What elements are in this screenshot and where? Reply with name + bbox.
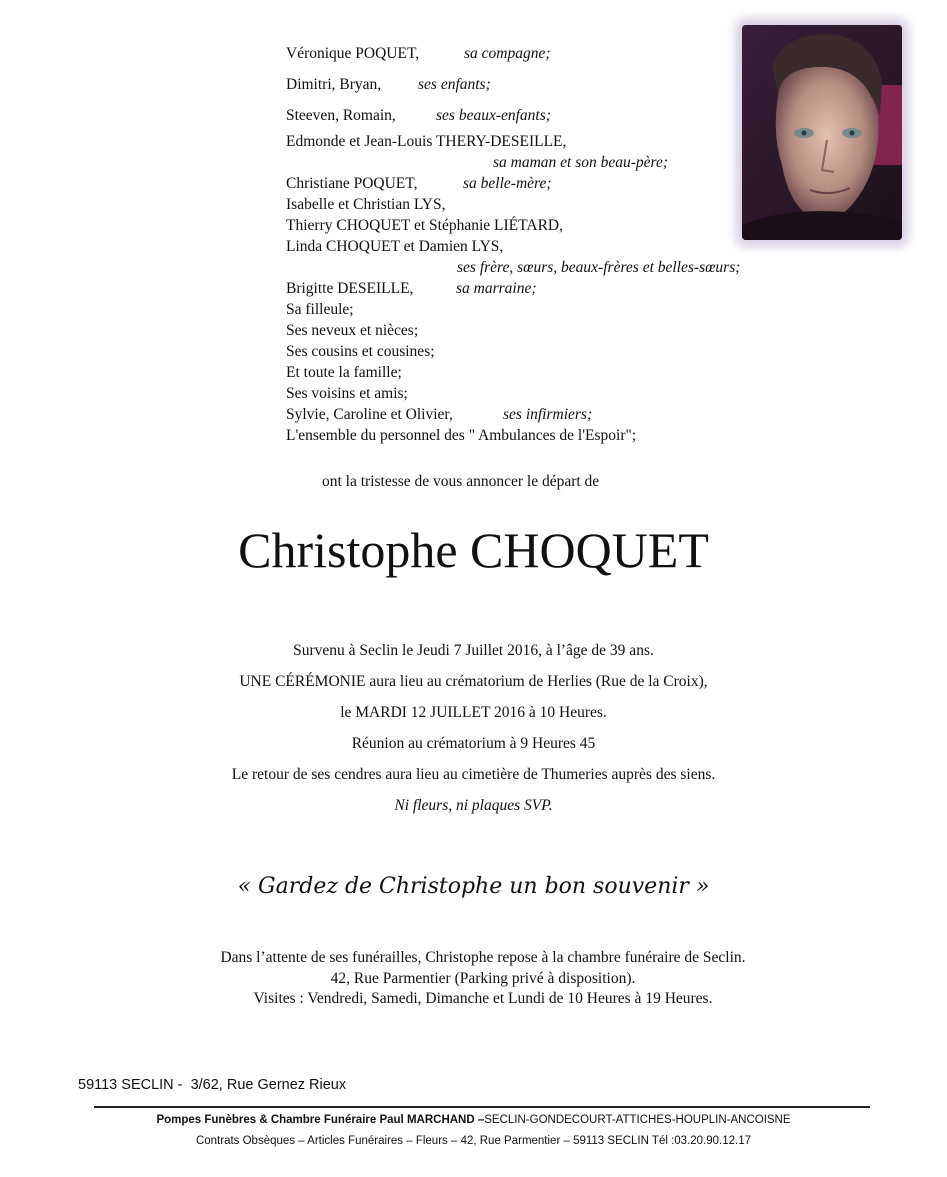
meeting-info: Réunion au crématorium à 9 Heures 45 [351, 735, 596, 752]
visitation-line: Dans l’attente de ses funérailles, Christophe repose à la chambre funéraire de Seclin. [220, 949, 746, 966]
visitation-line: Visites : Vendredi, Samedi, Dimanche et Lundi de 10 Heures à 19 Heures. [253, 990, 713, 1007]
family-relation: ses frère, sœurs, beaux-frères et belles-sœurs; [457, 259, 741, 276]
family-line [286, 383, 806, 404]
family-name: Sylvie, Caroline et Olivier, [286, 406, 453, 423]
family-line [286, 320, 806, 341]
deceased-name: Christophe CHOQUET [238, 522, 709, 578]
family-line [286, 194, 806, 215]
family-name: Ses voisins et amis; [286, 385, 408, 402]
visitation-info [0, 948, 947, 1010]
family-name: Sa filleule; [286, 301, 354, 318]
family-name: L'ensemble du personnel des " Ambulances de l'Espoir"; [286, 427, 637, 444]
ceremony-details [0, 635, 947, 821]
family-name: Edmonde et Jean-Louis THERY-DESEILLE, [286, 133, 567, 150]
family-line [286, 215, 806, 236]
memorial-quote: « Gardez de Christophe un bon souvenir » [237, 874, 710, 899]
company-name: Pompes Funèbres & Chambre Funéraire Paul MARCHAND – [156, 1114, 485, 1126]
portrait-image [742, 25, 902, 240]
footer-services: Contrats Obsèques – Articles Funéraires – Fleurs – 42, Rue Parmentier – 59113 SECLIN Tél :03.20.90.12.17 [195, 1135, 752, 1147]
family-relation: sa maman et son beau-père; [493, 154, 669, 171]
footer-divider [94, 1106, 870, 1108]
family-line [286, 404, 806, 425]
family-name: Isabelle et Christian LYS, [286, 196, 446, 213]
family-name: Dimitri, Bryan, [286, 76, 382, 93]
family-line [286, 173, 806, 194]
family-line [286, 278, 806, 299]
ceremony-info: UNE CÉRÉMONIE aura lieu au crématorium de Herlies (Rue de la Croix), [239, 673, 708, 690]
ceremony-date: le MARDI 12 JUILLET 2016 à 10 Heures. [340, 704, 607, 721]
family-relation-line [286, 152, 806, 173]
family-line [286, 38, 806, 69]
footer-company-line [0, 1114, 947, 1126]
family-relation: sa compagne; [464, 45, 551, 62]
ashes-info: Le retour de ses cendres aura lieu au cimetière de Thumeries auprès des siens. [231, 766, 716, 783]
footer-address: 59113 SECLIN - 3/62, Rue Gernez Rieux [78, 1077, 347, 1093]
family-name: Linda CHOQUET et Damien LYS, [286, 238, 504, 255]
family-name: Véronique POQUET, [286, 45, 420, 62]
family-line [286, 69, 806, 100]
family-name: Christiane POQUET, [286, 175, 418, 192]
family-name: Brigitte DESEILLE, [286, 280, 414, 297]
family-relation: ses infirmiers; [503, 406, 593, 423]
family-line [286, 131, 806, 152]
family-relation: sa marraine; [456, 280, 537, 297]
family-relation: ses beaux-enfants; [436, 107, 551, 124]
no-flowers-note: Ni fleurs, ni plaques SVP. [394, 797, 553, 814]
family-name: Steeven, Romain, [286, 107, 396, 124]
announcement-text: ont la tristesse de vous annoncer le départ de [322, 473, 600, 490]
company-towns: SECLIN-GONDECOURT-ATTICHES-HOUPLIN-ANCOISNE [484, 1114, 791, 1126]
family-line [286, 100, 806, 131]
family-line [286, 341, 806, 362]
family-name: Thierry CHOQUET et Stéphanie LIÉTARD, [286, 217, 563, 234]
family-list [286, 38, 806, 446]
family-name: Ses cousins et cousines; [286, 343, 435, 360]
family-line [286, 236, 806, 257]
family-relation-line [286, 257, 806, 278]
family-relation: sa belle-mère; [463, 175, 552, 192]
visitation-line: 42, Rue Parmentier (Parking privé à disposition). [330, 969, 636, 987]
family-name: Et toute la famille; [286, 364, 402, 381]
portrait-photo [742, 25, 902, 240]
family-line [286, 425, 806, 446]
family-line [286, 299, 806, 320]
family-name: Ses neveux et nièces; [286, 322, 419, 339]
family-relation: ses enfants; [418, 76, 491, 93]
death-info: Survenu à Seclin le Jeudi 7 Juillet 2016, à l’âge de 39 ans. [293, 642, 654, 659]
family-line [286, 362, 806, 383]
